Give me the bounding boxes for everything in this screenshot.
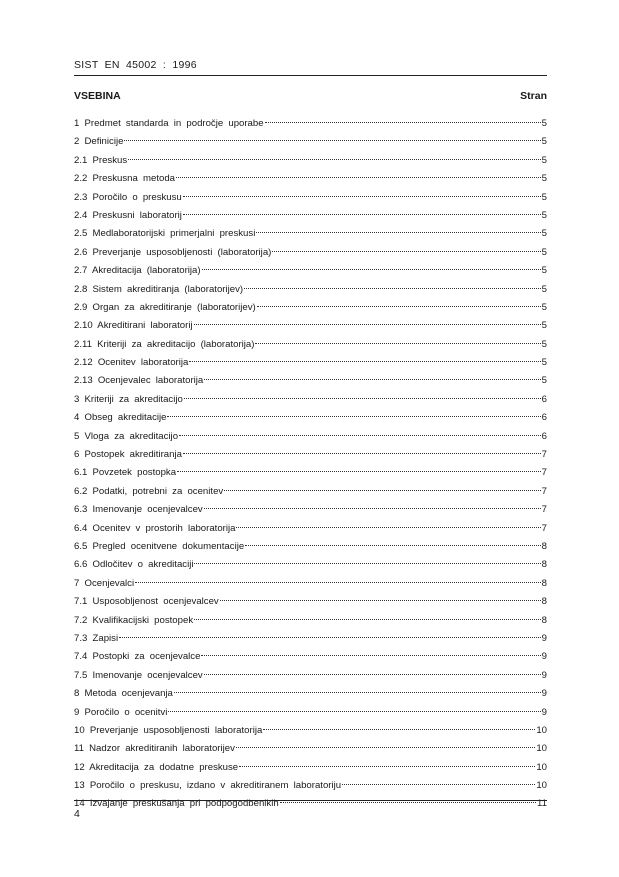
- toc-entry[interactable]: [74, 428, 547, 446]
- toc-entry[interactable]: [74, 115, 547, 133]
- toc-entry-title: 6.3 Imenovanje ocenjevalcev: [74, 504, 203, 516]
- toc-entry-title: 7.4 Postopki za ocenjevalce: [74, 651, 201, 663]
- toc-entry-title: 14 Izvajanje preskušanja pri podpogodbenikih: [74, 798, 279, 810]
- toc-entry-page: 9: [541, 669, 547, 681]
- header-rule: [74, 75, 547, 76]
- toc-entry-page: 9: [541, 688, 547, 700]
- dot-leader: [135, 582, 541, 583]
- toc-entry[interactable]: [74, 722, 547, 740]
- dot-leader: [124, 140, 540, 141]
- toc-entry-title: 2.3 Poročilo o preskusu: [74, 191, 182, 203]
- toc-entry[interactable]: [74, 520, 547, 538]
- toc-entry[interactable]: [74, 667, 547, 685]
- toc-entry[interactable]: [74, 464, 547, 482]
- toc-entry-page: 5: [541, 246, 547, 258]
- dot-leader: [256, 232, 540, 233]
- toc-entry-title: 7.5 Imenovanje ocenjevalcev: [74, 669, 203, 681]
- toc-entry-page: 5: [541, 301, 547, 313]
- toc-entry[interactable]: [74, 281, 547, 299]
- toc-page-column-label: Stran: [520, 90, 547, 102]
- toc-entry-page: 5: [541, 375, 547, 387]
- dot-leader: [257, 306, 541, 307]
- toc-entry-page: 8: [541, 614, 547, 626]
- toc-entry-title: 7.1 Usposobljenost ocenjevalcev: [74, 596, 219, 608]
- dot-leader: [183, 196, 541, 197]
- toc-entry-page: 5: [541, 191, 547, 203]
- toc-entry[interactable]: [74, 777, 547, 795]
- toc-entry-title: 2.6 Preverjanje usposobljenosti (laboratorija): [74, 246, 272, 258]
- toc-entry[interactable]: [74, 483, 547, 501]
- toc-entry-title: 13 Poročilo o preskusu, izdano v akreditiranem laboratoriju: [74, 780, 342, 792]
- toc-entry-title: 2.1 Preskus: [74, 154, 128, 166]
- toc-entry-title: 7 Ocenjevalci: [74, 577, 135, 589]
- toc-entry-page: 6: [541, 412, 547, 424]
- dot-leader: [179, 435, 541, 436]
- dot-leader: [342, 784, 535, 785]
- toc-entry[interactable]: [74, 262, 547, 280]
- dot-leader: [167, 416, 540, 417]
- toc-entry-title: 6 Postopek akreditiranja: [74, 449, 182, 461]
- toc-entry-title: 6.2 Podatki, potrebni za ocenitev: [74, 485, 224, 497]
- toc-entry-title: 2.2 Preskusna metoda: [74, 173, 175, 185]
- toc-entry-page: 5: [541, 265, 547, 277]
- toc-entry-page: 6: [541, 393, 547, 405]
- dot-leader: [202, 269, 541, 270]
- toc-entry-page: 5: [541, 320, 547, 332]
- toc-entry[interactable]: [74, 575, 547, 593]
- toc-entry[interactable]: [74, 409, 547, 427]
- dot-leader: [263, 729, 535, 730]
- dot-leader: [168, 711, 540, 712]
- dot-leader: [176, 177, 541, 178]
- dot-leader: [245, 545, 540, 546]
- toc-entry-page: 11: [537, 798, 547, 810]
- toc-entry[interactable]: [74, 685, 547, 703]
- footer-rule: [74, 800, 547, 801]
- dot-leader: [183, 453, 541, 454]
- toc-entry-page: 7: [541, 522, 547, 534]
- toc-entry[interactable]: [74, 170, 547, 188]
- page-number: 4: [74, 808, 80, 820]
- toc-entry-title: 2.9 Organ za akreditiranje (laboratorijev): [74, 301, 256, 313]
- dot-leader: [184, 398, 541, 399]
- dot-leader: [255, 343, 540, 344]
- toc-entry-page: 8: [541, 540, 547, 552]
- toc-entry-page: 5: [541, 338, 547, 350]
- toc-entry-page: 7: [541, 504, 547, 516]
- toc-entry-title: 7.3 Zapisi: [74, 632, 119, 644]
- toc-entry-page: 6: [541, 430, 547, 442]
- toc-entry-page: 9: [541, 632, 547, 644]
- toc-entry-page: 10: [536, 780, 547, 792]
- dot-leader: [189, 361, 540, 362]
- toc-entry[interactable]: [74, 446, 547, 464]
- dot-leader: [224, 490, 540, 491]
- document-id: SIST EN 45002 : 1996: [74, 59, 197, 71]
- dot-leader: [177, 471, 541, 472]
- toc-entry-page: 5: [541, 283, 547, 295]
- toc-title: VSEBINA: [74, 90, 121, 102]
- toc-entry-page: 9: [541, 706, 547, 718]
- toc-entry-title: 3 Kriteriji za akreditacijo: [74, 393, 183, 405]
- toc-entry[interactable]: [74, 795, 547, 813]
- toc-entry-title: 6.4 Ocenitev v prostorih laboratorija: [74, 522, 236, 534]
- toc-entry-page: 5: [541, 209, 547, 221]
- toc-entry[interactable]: [74, 538, 547, 556]
- toc-entry-title: 12 Akreditacija za dodatne preskuse: [74, 761, 239, 773]
- toc-entry-page: 7: [541, 449, 547, 461]
- toc-entry[interactable]: [74, 630, 547, 648]
- toc-entry-title: 6.5 Pregled ocenitvene dokumentacije: [74, 540, 245, 552]
- toc-entry[interactable]: [74, 759, 547, 777]
- toc-entry-page: 7: [541, 485, 547, 497]
- toc-entry[interactable]: [74, 225, 547, 243]
- dot-leader: [204, 379, 540, 380]
- toc-entry-title: 4 Obseg akreditacije: [74, 412, 167, 424]
- toc-entry[interactable]: [74, 244, 547, 262]
- toc-entry[interactable]: [74, 612, 547, 630]
- toc-entry[interactable]: [74, 391, 547, 409]
- toc-entry[interactable]: [74, 152, 547, 170]
- toc-entry-title: 7.2 Kvalifikacijski postopek: [74, 614, 194, 626]
- toc-entry[interactable]: [74, 336, 547, 354]
- toc-entry-title: 2.7 Akreditacija (laboratorija): [74, 265, 201, 277]
- toc-entry-page: 8: [541, 559, 547, 571]
- toc-entry-page: 5: [541, 118, 547, 129]
- dot-leader: [119, 637, 541, 638]
- dot-leader: [204, 508, 541, 509]
- dot-leader: [204, 674, 541, 675]
- dot-leader: [272, 251, 540, 252]
- toc-entry-title: 2.13 Ocenjevalec laboratorija: [74, 375, 204, 387]
- toc-entry-title: 10 Preverjanje usposobljenosti laboratorija: [74, 724, 263, 736]
- toc-entry-page: 5: [541, 357, 547, 369]
- toc-entry-page: 9: [541, 651, 547, 663]
- toc-entry-page: 7: [541, 467, 547, 479]
- toc-entry-title: 2.8 Sistem akreditiranja (laboratorijev): [74, 283, 244, 295]
- toc-entry[interactable]: [74, 556, 547, 574]
- dot-leader: [239, 766, 535, 767]
- dot-leader: [236, 747, 535, 748]
- toc-entry[interactable]: [74, 317, 547, 335]
- dot-leader: [194, 324, 541, 325]
- dot-leader: [194, 563, 540, 564]
- toc-entry-page: 5: [541, 228, 547, 240]
- toc-entry-title: 2.5 Medlaboratorijski primerjalni preskusi: [74, 228, 256, 240]
- toc-entry[interactable]: [74, 133, 547, 151]
- toc-entry-title: 9 Poročilo o ocenitvi: [74, 706, 168, 718]
- toc-entry-page: 10: [536, 743, 547, 755]
- dot-leader: [220, 600, 541, 601]
- toc-entry[interactable]: [74, 189, 547, 207]
- toc-entry[interactable]: [74, 354, 547, 372]
- toc-entry[interactable]: [74, 648, 547, 666]
- dot-leader: [244, 288, 541, 289]
- table-of-contents: [74, 115, 547, 814]
- dot-leader: [201, 655, 540, 656]
- toc-entry-title: 2 Definicije: [74, 136, 124, 148]
- toc-entry-page: 8: [541, 596, 547, 608]
- toc-entry[interactable]: [74, 372, 547, 390]
- toc-entry-title: 6.1 Povzetek postopka: [74, 467, 177, 479]
- dot-leader: [280, 802, 536, 803]
- toc-entry-title: 8 Metoda ocenjevanja: [74, 688, 173, 700]
- toc-entry-page: 10: [536, 724, 547, 736]
- toc-entry-page: 10: [536, 761, 547, 773]
- toc-entry[interactable]: [74, 593, 547, 611]
- dot-leader: [183, 214, 541, 215]
- toc-entry-title: 2.10 Akreditirani laboratorij: [74, 320, 193, 332]
- toc-entry-page: 8: [541, 577, 547, 589]
- toc-entry-title: 5 Vloga za akreditacijo: [74, 430, 179, 442]
- toc-entry-page: 5: [541, 154, 547, 166]
- toc-entry-title: 2.11 Kriteriji za akreditacijo (laboratorija): [74, 338, 255, 350]
- toc-entry[interactable]: [74, 704, 547, 722]
- toc-entry[interactable]: [74, 299, 547, 317]
- toc-heading-row: [74, 90, 547, 102]
- dot-leader: [174, 692, 541, 693]
- toc-entry-title: 6.6 Odločitev o akreditaciji: [74, 559, 194, 571]
- toc-entry[interactable]: [74, 207, 547, 225]
- toc-entry-title: 2.4 Preskusni laboratorij: [74, 209, 182, 221]
- dot-leader: [236, 527, 540, 528]
- toc-entry-title: 2.12 Ocenitev laboratorija: [74, 357, 189, 369]
- dot-leader: [265, 122, 541, 123]
- toc-entry-title: 1 Predmet standarda in področje uporabe: [74, 118, 264, 129]
- toc-entry-page: 5: [541, 173, 547, 185]
- toc-entry-page: 5: [541, 136, 547, 148]
- dot-leader: [194, 619, 541, 620]
- toc-entry[interactable]: [74, 501, 547, 519]
- dot-leader: [128, 159, 540, 160]
- toc-entry[interactable]: [74, 740, 547, 758]
- toc-entry-title: 11 Nadzor akreditiranih laboratorijev: [74, 743, 235, 755]
